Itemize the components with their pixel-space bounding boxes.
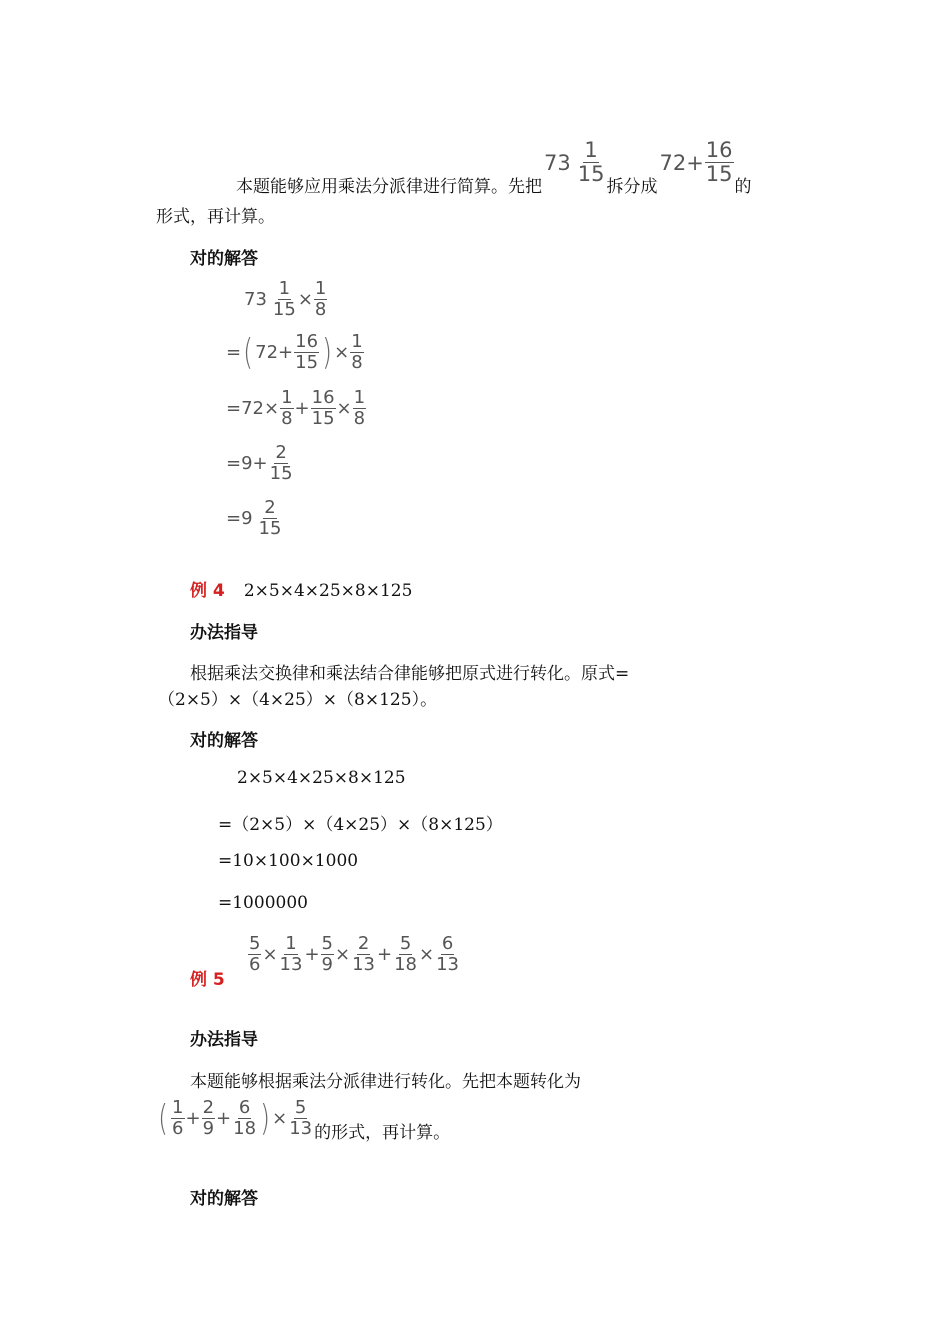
method-ex5-tail: 的形式，再计算。 bbox=[314, 1123, 451, 1143]
left-paren: ( bbox=[243, 331, 254, 373]
example-4-header bbox=[190, 576, 412, 601]
intro-text-before: 本题能够应用乘法分派律进行简算。先把 bbox=[236, 177, 542, 197]
example-4-label: 例 4 bbox=[190, 581, 225, 601]
ex4-step-1: 2×5×4×25×8×125 bbox=[237, 768, 406, 788]
operator: × bbox=[419, 944, 435, 965]
mixed-number-73-1-15: 73 $\frac{1}{15}$ bbox=[544, 138, 605, 186]
left-paren: ( bbox=[158, 1097, 168, 1139]
parenthesized-sum bbox=[156, 1099, 272, 1138]
right-paren: ) bbox=[322, 331, 332, 373]
paren-fraction-0: $\frac{1}{6}$ bbox=[172, 1097, 184, 1139]
method-ex4-line-1: 根据乘法交换律和乘法结合律能够把原式进行转化。原式= bbox=[190, 664, 630, 684]
method-ex4-line-2: （2×5）×（4×25）×（8×125）。 bbox=[158, 690, 438, 710]
method-heading-ex4: 办法指导 bbox=[190, 623, 258, 643]
operator: + bbox=[185, 1108, 201, 1129]
ex4-step-3: =10×100×1000 bbox=[218, 851, 359, 871]
step-4: =9+ $\frac{2}{15}$ bbox=[226, 442, 293, 484]
method-ex5-line-2: ( $\frac{1}{6}$ + $\frac{2}{9}$ + $\frac{6}{18}$ ) × $\frac{5}{13}$ 的形式，再计算。 bbox=[156, 1094, 450, 1143]
answer-heading-ex5: 对的解答 bbox=[190, 1189, 258, 1209]
ex4-step-2: =（2×5）×（4×25）×（8×125） bbox=[218, 815, 503, 835]
method-ex5-line-1: 本题能够根据乘法分派律进行转化。先把本题转化为 bbox=[190, 1072, 581, 1092]
fraction-term-0: $\frac{5}{6}$ bbox=[249, 933, 261, 975]
intro-text-mid: 拆分成 bbox=[606, 177, 658, 197]
operator: + bbox=[377, 944, 393, 965]
method-heading-ex5: 办法指导 bbox=[190, 1030, 258, 1050]
fraction-term-3: $\frac{2}{13}$ bbox=[352, 933, 375, 975]
step-2: = ( 72+ $\frac{16}{15}$ ) × $\frac{1}{8}$ bbox=[226, 331, 363, 373]
fraction-term-2: $\frac{5}{9}$ bbox=[321, 933, 333, 975]
operator: + bbox=[304, 944, 320, 965]
fraction-term-1: $\frac{1}{13}$ bbox=[279, 933, 303, 975]
operator: × bbox=[335, 944, 351, 965]
step-5: =9 $\frac{2}{15}$ bbox=[226, 497, 282, 539]
example-5-expression bbox=[247, 935, 461, 974]
fraction-term-4: $\frac{5}{18}$ bbox=[394, 933, 417, 975]
step-3: =72× $\frac{1}{8}$ + $\frac{16}{15}$ × $\frac{1}{8}$ bbox=[226, 387, 366, 429]
example-4-expression: 2×5×4×25×8×125 bbox=[243, 581, 413, 601]
right-paren: ) bbox=[260, 1097, 270, 1139]
step-1: 73 $\frac{1}{15}$ × $\frac{1}{8}$ bbox=[244, 278, 327, 320]
answer-heading-ex4: 对的解答 bbox=[190, 731, 258, 751]
fraction-term-5: $\frac{6}{13}$ bbox=[436, 933, 459, 975]
factor-5-13: $\frac{5}{13}$ bbox=[289, 1097, 313, 1139]
paren-fraction-1: $\frac{2}{9}$ bbox=[202, 1097, 215, 1139]
intro-line-1 bbox=[236, 128, 752, 197]
paren-fraction-2: $\frac{6}{18}$ bbox=[233, 1097, 257, 1139]
operator: × bbox=[262, 944, 278, 965]
intro-text-after: 的 bbox=[734, 177, 752, 197]
sum-72-16-15: 72+ $\frac{16}{15}$ bbox=[659, 138, 733, 186]
operator: + bbox=[216, 1108, 232, 1129]
ex4-step-4: =1000000 bbox=[218, 893, 308, 913]
example-5-label: 例 5 bbox=[190, 970, 225, 990]
answer-heading-ex3: 对的解答 bbox=[190, 249, 258, 269]
intro-line-2: 形式，再计算。 bbox=[156, 207, 275, 227]
